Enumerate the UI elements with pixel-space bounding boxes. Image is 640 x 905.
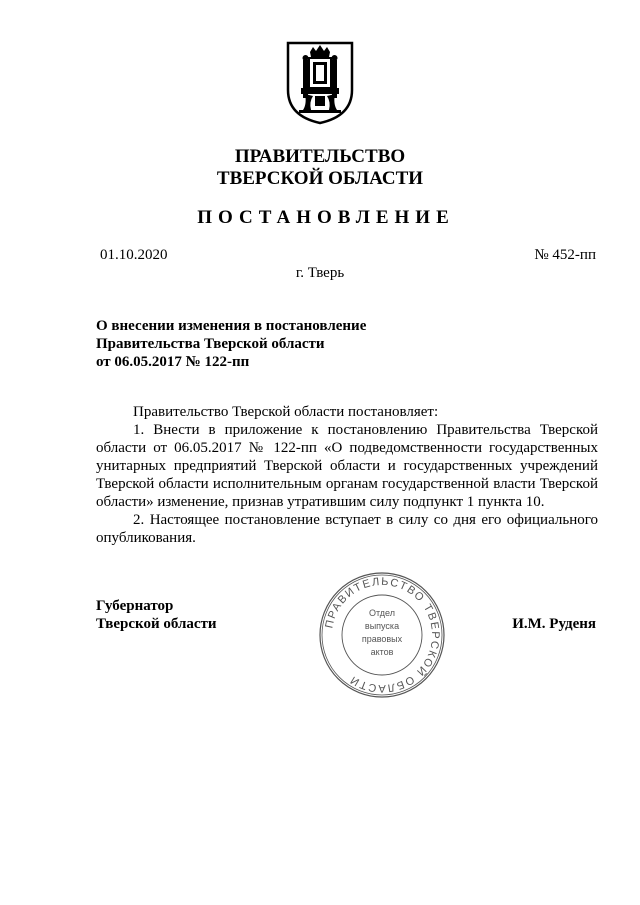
government-name-line1: ПРАВИТЕЛЬСТВО: [234, 146, 406, 167]
stamp-inner-line3: правовых: [361, 634, 403, 644]
subject-line1: О внесении изменения в постановление: [96, 318, 367, 334]
signer-position-line2: Тверской области: [96, 616, 217, 632]
signer-position-line1: Губернатор: [96, 598, 174, 614]
document-date: 01.10.2020: [100, 247, 168, 263]
body-item-2: 2. Настоящее постановление вступает в силу со дня его официального опубликования.: [96, 512, 598, 546]
stamp-inner-line4: актов: [370, 647, 394, 657]
official-stamp: [318, 571, 446, 699]
body-intro: Правительство Тверской области постановляет:: [133, 404, 439, 420]
signer-name: И.М. Руденя: [512, 616, 596, 632]
stamp-ring-text: ПРАВИТЕЛЬСТВО ТВЕРСКОЙ ОБЛАСТИ: [323, 575, 442, 695]
document-number: № 452-пп: [534, 247, 596, 263]
body-item-1: 1. Внести в приложение к постановлению Правительства Тверской области от 06.05.2017 № 122-пп «О подведомственности государственных унитарных предприятий Тверской области и государственных учреждений Тверской области исполнительным органам государственной власти Тверской области» изменение, признав утратившим силу подпункт 1 пункта 10.: [96, 422, 598, 510]
tver-coat-of-arms-icon: [285, 40, 355, 126]
subject-line3: от 06.05.2017 № 122-пп: [96, 354, 250, 370]
stamp-inner-line2: выпуска: [364, 621, 400, 631]
document-body: [96, 403, 598, 547]
document-type-title: ПОСТАНОВЛЕНИЕ: [197, 207, 455, 228]
stamp-inner-line1: Отдел: [368, 608, 396, 618]
government-name-line2: ТВЕРСКОЙ ОБЛАСТИ: [216, 168, 424, 189]
stamp-inner-text: [350, 607, 414, 659]
document-city: г. Тверь: [295, 265, 345, 281]
subject-line2: Правительства Тверской области: [96, 336, 325, 352]
